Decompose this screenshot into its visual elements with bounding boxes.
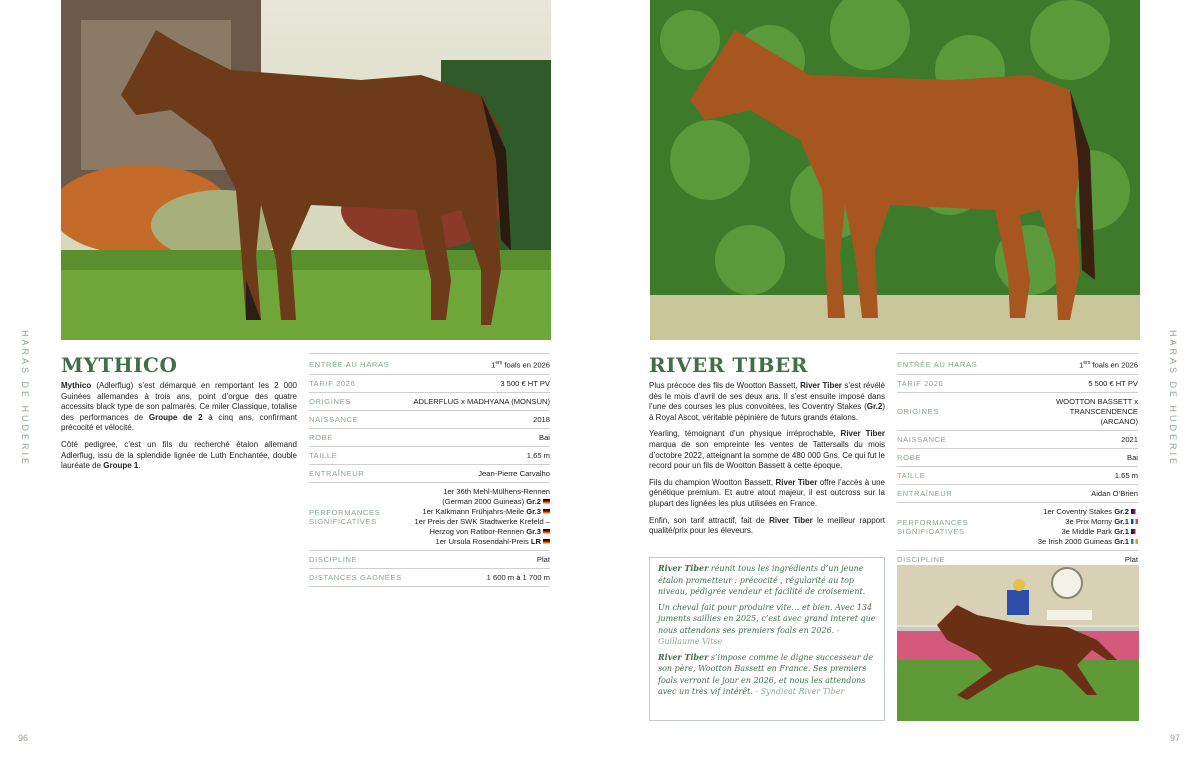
fact-value-entree: 1ers foals en 2026	[404, 354, 550, 375]
river-tiber-title: RIVER TIBER	[649, 353, 808, 377]
performance-line: 1er Ursula Rosendahl-Preis LR	[404, 537, 550, 547]
river-tiber-photo	[650, 0, 1140, 340]
mythico-title: MYTHICO	[61, 353, 178, 377]
river-tiber-paragraph-4: Enfin, son tarif attractif, fait de River Tiber le meilleur rapport qualité/prix pour les éleveurs.	[649, 515, 885, 536]
race-photo	[897, 565, 1139, 721]
fact-row: NAISSANCE 2018	[309, 410, 550, 428]
fact-row: TAILLE 1.65 m	[309, 446, 550, 464]
fact-row: TARIF 2026 5 500 € HT PV	[897, 374, 1138, 392]
fact-row: ENTRAÎNEUR Jean-Pierre Carvalho	[309, 464, 550, 482]
de-flag-icon	[543, 529, 550, 534]
performance-line: 1er 36th Mehl-Mülhens-Rennen	[443, 486, 550, 496]
mythico-facts-table	[309, 353, 550, 587]
fact-row: ROBE Bai	[309, 428, 550, 446]
fr-flag-icon	[1131, 519, 1138, 524]
performance-line: 3e Middle Park Gr.1	[992, 527, 1138, 537]
de-flag-icon	[543, 539, 550, 544]
river-tiber-facts-table	[897, 353, 1138, 587]
page-number-right: 97	[1170, 733, 1181, 743]
performance-line: 3e Prix Morny Gr.1	[992, 517, 1138, 527]
quote-paragraph-2: Un cheval fait pour produire vite… et bien. Avec 134 juments saillies en 2025, c’est avec grand interet que nous attendons ses premiers foals en 2026. - Guillaume Vitse	[658, 602, 876, 646]
gb-flag-icon	[1131, 509, 1138, 514]
fact-row: TARIF 2026 3 500 € HT PV	[309, 374, 550, 392]
river-tiber-paragraph-1: Plus précoce des fils de Wootton Bassett, River Tiber s’est révélé dès le mois d’avril de ses deux ans. Il s’est ensuite imposé dans l’une des courses les plus convoitées, les Coventry Stakes (Gr.2) à Royal Ascot, véritable pépinière de futurs grands étalons.	[649, 381, 885, 422]
fact-row: ENTRÉE AU HARAS 1ers foals en 2026	[309, 354, 550, 375]
performance-line: 1er Preis der SWK Stadtwerke Krefeld –	[414, 516, 550, 526]
side-label-left: HARAS DE HUDERIE	[20, 330, 30, 468]
de-flag-icon	[543, 509, 550, 514]
performances-list	[404, 482, 550, 550]
mythico-paragraph-2: Côté pedigree, c’est un fils du recherché étalon allemand Adlerflug, issu de la splendide lignée de Luth Enchantée, double lauréate de Groupe 1.	[61, 439, 297, 471]
fact-row-performances: PERFORMANCES SIGNIFICATIVES 1er Coventry Stakes Gr.2 3e Prix Morny Gr.1 3e Middle Park Gr.1 3e Irish 2000 Guineas Gr.1	[897, 502, 1138, 550]
fact-row-performances: PERFORMANCES SIGNIFICATIVES 1er 36th Mehl-Mülhens-Rennen (German 2000 Guineas) Gr.2 1er Kalkmann Frühjahrs-Meile Gr.3 1er Preis der SWK Stadtwerke Krefeld – Herzog von Ratibor-Rennen Gr.3 1er Ursula Rosendahl-Preis LR	[309, 482, 550, 550]
performances-list	[992, 502, 1138, 550]
testimonial-quote-box	[649, 557, 885, 721]
mythico-description	[61, 381, 297, 478]
mythico-photo	[61, 0, 551, 340]
river-tiber-paragraph-3: Fils du champion Wootton Bassett, River Tiber offre l’accès à une génétique premium. Et autre atout majeur, il est outcross sur la plupart des lignées les plus utilisées en France.	[649, 477, 885, 508]
fact-value-entree: 1ers foals en 2026	[992, 354, 1138, 375]
side-label-right: HARAS DE HUDERIE	[1168, 330, 1178, 468]
fact-row: TAILLE 1.65 m	[897, 466, 1138, 484]
performance-line: Herzog von Ratibor-Rennen Gr.3	[404, 527, 550, 537]
fact-row: DISCIPLINE Plat	[309, 550, 550, 568]
performance-line: 3e Irish 2000 Guineas Gr.1	[992, 537, 1138, 547]
fact-row: DISTANCES GAGNÉES 1 600 m à 1 700 m	[309, 568, 550, 586]
quote-paragraph-3: River Tiber s’impose comme le digne successeur de son père, Wootton Bassett en France. Ses premiers foals verront le jour en 2026, et nous les attendons avec un très vif intérêt. - Syndicat River Tiber	[658, 651, 874, 696]
mythico-paragraph-1: Mythico (Adlerflug) s’est démarqué en remportant les 2 000 Guinées allemandes à trois ans, point d’orgue des quatre accessits black type de son palmarès. Ce miler Classique, totalise des performances de Groupe de 2 à cinq ans, confirmant précocité et vélocité.	[61, 381, 297, 433]
performance-line: 1er Kalkmann Frühjahrs-Meile Gr.3	[404, 507, 550, 517]
performance-line: (German 2000 Guineas) Gr.2	[404, 497, 550, 507]
fact-row: ENTRAÎNEUR Aidan O’Brien	[897, 484, 1138, 502]
fact-row: ROBE Bai	[897, 448, 1138, 466]
ie-flag-icon	[1131, 539, 1138, 544]
performance-line: 1er Coventry Stakes Gr.2	[992, 507, 1138, 517]
fact-row: ORIGINES ADLERFLUG x MADHYANA (MONSUN)	[309, 392, 550, 410]
fact-row: DISCIPLINE Plat	[897, 550, 1138, 568]
river-tiber-description	[649, 381, 885, 543]
gb-flag-icon	[1131, 529, 1138, 534]
fact-row: NAISSANCE 2021	[897, 430, 1138, 448]
river-tiber-paragraph-2: Yearling, témoignant d’un physique irréprochable, River Tiber marqua de son empreinte les ventes de Tattersalls du mois d’octobre 2022, atteignant la somme de 480 000 Gns. Ce qui fut le record pour un fils de Wootton Bassett à cette époque.	[649, 429, 885, 471]
de-flag-icon	[543, 499, 550, 504]
page-number-left: 96	[18, 733, 29, 743]
fact-row: ENTRÉE AU HARAS 1ers foals en 2026	[897, 354, 1138, 375]
fact-row: ORIGINES WOOTTON BASSETT x TRANSCENDENCE (ARCANO)	[897, 392, 1138, 430]
quote-paragraph-1: River Tiber réunit tous les ingrédients d’un jeune étalon prometteur : précocité , régularité au top niveau, pédigrée vendeur et facilité de croisement.	[658, 563, 866, 596]
